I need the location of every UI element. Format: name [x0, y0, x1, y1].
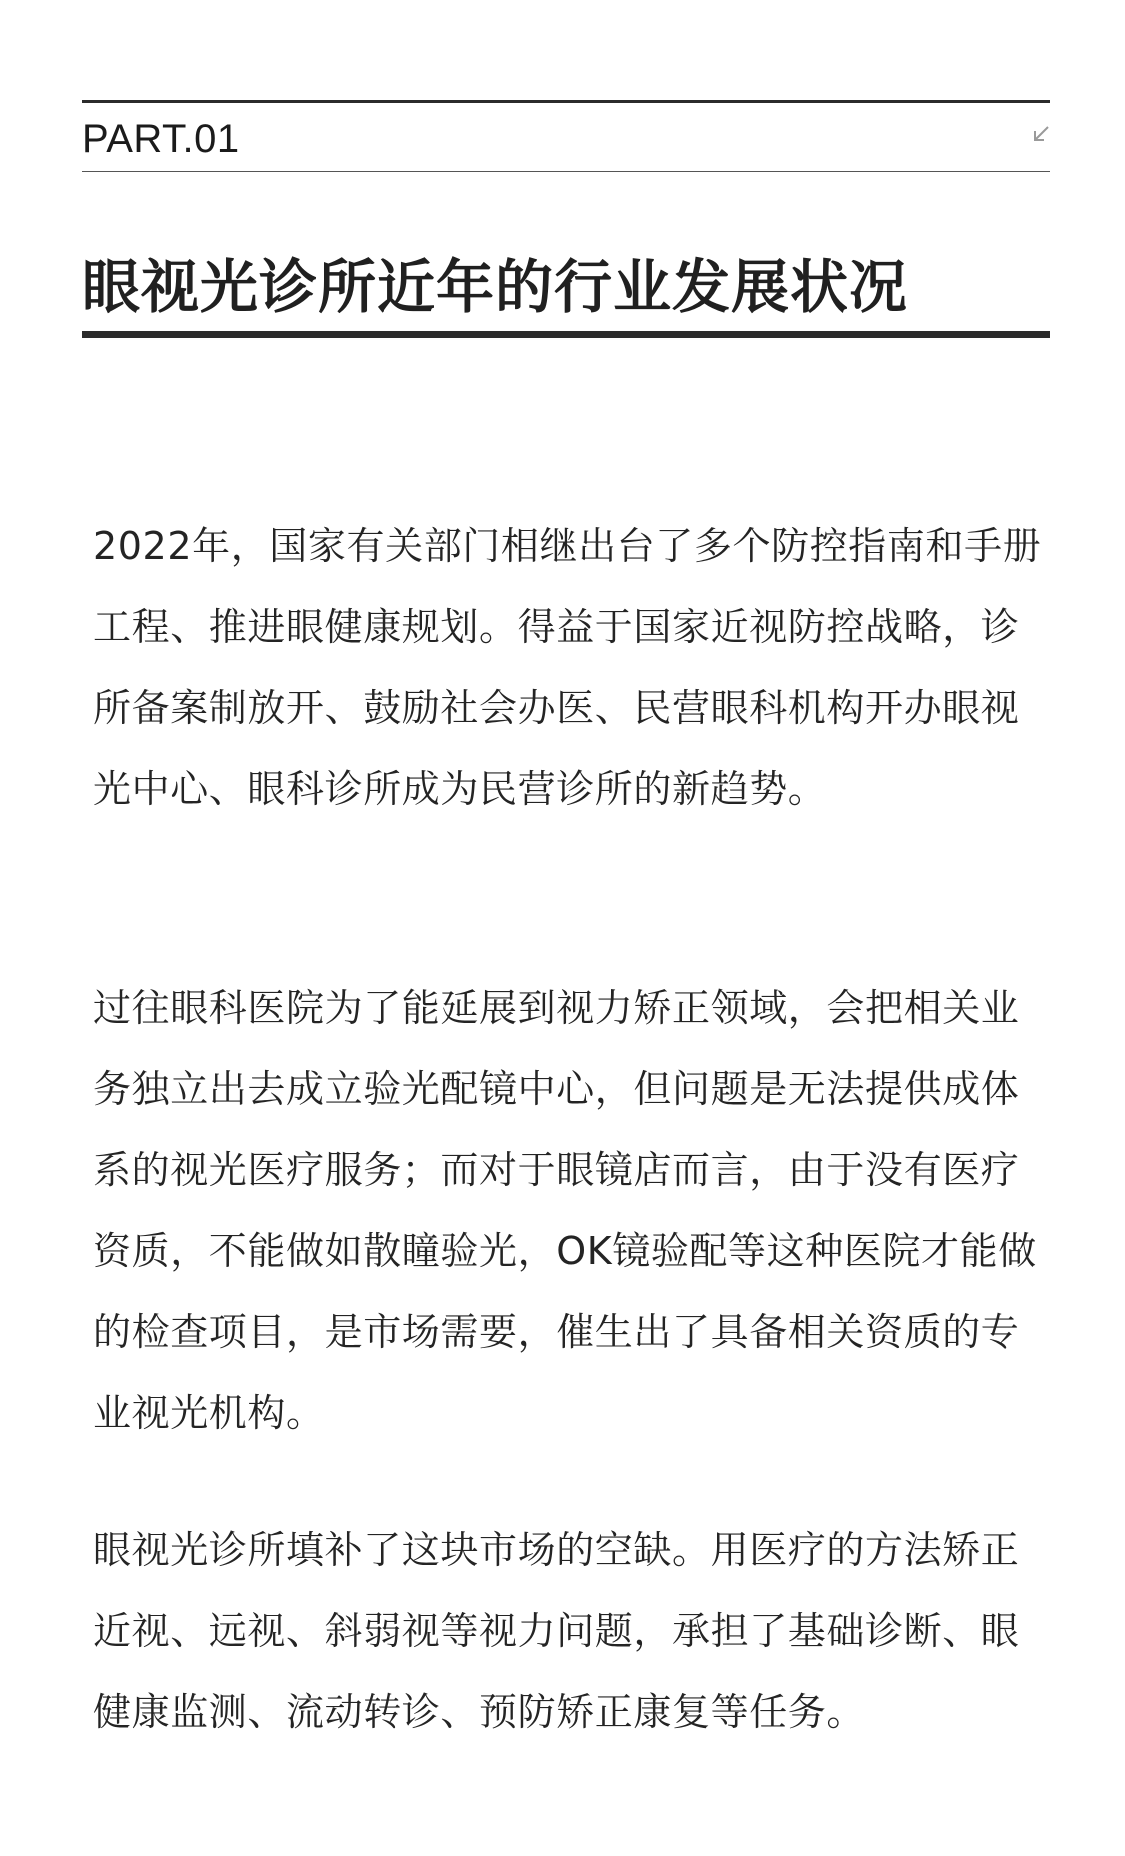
title-underline — [82, 331, 1050, 338]
section-header — [82, 100, 1050, 172]
section-label: PART.01 — [82, 117, 240, 161]
arrow-down-left-icon — [1032, 125, 1050, 143]
page-title: 眼视光诊所近年的行业发展状况 — [82, 253, 909, 321]
paragraph-1: 2022年，国家有关部门相继出台了多个防控指南和手册工程、推进眼健康规划。得益于国家近视防控战略，诊所备案制放开、鼓励社会办医、民营眼科机构开办眼视光中心、眼科诊所成为民营诊所的新趋势。 — [93, 524, 1042, 811]
paragraph-2: 过往眼科医院为了能延展到视力矫正领域，会把相关业务独立出去成立验光配镜中心，但问题是无法提供成体系的视光医疗服务；而对于眼镜店而言，由于没有医疗资质，不能做如散瞳验光，OK镜验配等这种医院才能做的检查项目，是市场需要，催生出了具备相关资质的专业视光机构。 — [93, 986, 1037, 1435]
paragraph-3: 眼视光诊所填补了这块市场的空缺。用医疗的方法矫正近视、远视、斜弱视等视力问题，承担了基础诊断、眼健康监测、流动转诊、预防矫正康复等任务。 — [93, 1528, 1020, 1734]
